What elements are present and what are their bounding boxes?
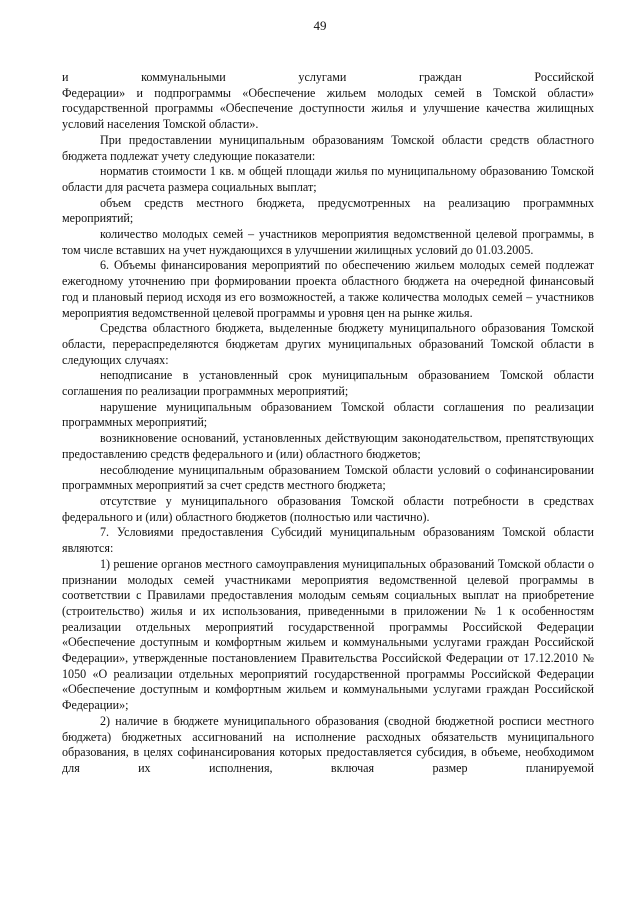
paragraph: неподписание в установленный срок муниципальным образованием Томской области соглашения по реализации программных мероприятий; bbox=[62, 368, 594, 399]
paragraph: нарушение муниципальным образованием Томской области соглашения по реализации программных мероприятий; bbox=[62, 399, 594, 430]
paragraph: количество молодых семей – участников мероприятия ведомственной целевой программы, в том числе вставших на учет нуждающихся в улучшении жилищных условий до 01.03.2005. bbox=[62, 227, 594, 257]
paragraph: объем средств местного бюджета, предусмотренных на реализацию программных мероприятий; bbox=[62, 195, 594, 226]
paragraph: Средства областного бюджета, выделенные бюджету муниципального образования Томской области, перераспределяются бюджетам других муниципальных образований Томской области в следующих случаях: bbox=[62, 321, 594, 367]
paragraph: 1) решение органов местного самоуправления муниципальных образований Томской области о признании молодых семей участниками мероприятия ведомственной целевой программы в соответствии с Правилами предоставления молодым семьям социальных выплат на приобретение (строительство) жилья и их использования, приведенными в приложении № 1 к особенностям реализации отдельных мероприятий государственной программы Российской Федерации «Обеспечение доступным и комфортным жильем и коммунальными услугами граждан Российской Федерации», утвержденные постановлением Правительства Российской Федерации от 17.12.2010 № 1050 «О реализации отдельных мероприятий государственной программы Российской Федерации «Обеспечение доступным и комфортным жильем и коммунальными услугами граждан Российской Федерации»; bbox=[62, 556, 594, 713]
paragraph: и коммунальными услугами граждан Российской bbox=[62, 70, 594, 84]
paragraph: возникновение оснований, установленных действующим законодательством, препятствующих предоставлению средств федерального и (или) областного бюджетов; bbox=[62, 431, 594, 461]
paragraph: Федерации» и подпрограммы «Обеспечение жильем молодых семей в Томской области» государственной программы «Обеспечение доступности жилья и улучшение качества жилищных условий населения Томской области». bbox=[62, 85, 594, 132]
paragraph: несоблюдение муниципальным образованием Томской области условий о софинансировании программных мероприятий за счет средств местного бюджета; bbox=[62, 462, 594, 493]
document-body bbox=[62, 70, 594, 777]
paragraph: отсутствие у муниципального образования Томской области потребности в средствах федерального и (или) областного бюджетов (полностью или частично). bbox=[62, 493, 594, 524]
page-number: 49 bbox=[313, 18, 327, 33]
paragraph: При предоставлении муниципальным образованиям Томской области средств областного бюджета подлежат учету следующие показатели: bbox=[62, 132, 594, 163]
paragraph: норматив стоимости 1 кв. м общей площади жилья по муниципальному образованию Томской области для расчета размера социальных выплат; bbox=[62, 164, 594, 194]
paragraph: 6. Объемы финансирования мероприятий по обеспечению жильем молодых семей подлежат ежегодному уточнению при формировании проекта областного бюджета на очередной финансовый год и плановый период исходя из его возможностей, а также количества молодых семей – участников мероприятия ведомственной целевой программы и уровня цен на рынке жилья. bbox=[62, 258, 594, 320]
paragraph: 7. Условиями предоставления Субсидий муниципальным образованиям Томской области являются: bbox=[62, 525, 594, 556]
paragraph: 2) наличие в бюджете муниципального образования (сводной бюджетной росписи местного бюджета) бюджетных ассигнований на исполнение расходных обязательств муниципального образования, в целях софинансирования которых предоставляется субсидия, в объеме, необходимом для их исполнения, включая размер планируемой bbox=[62, 713, 594, 775]
